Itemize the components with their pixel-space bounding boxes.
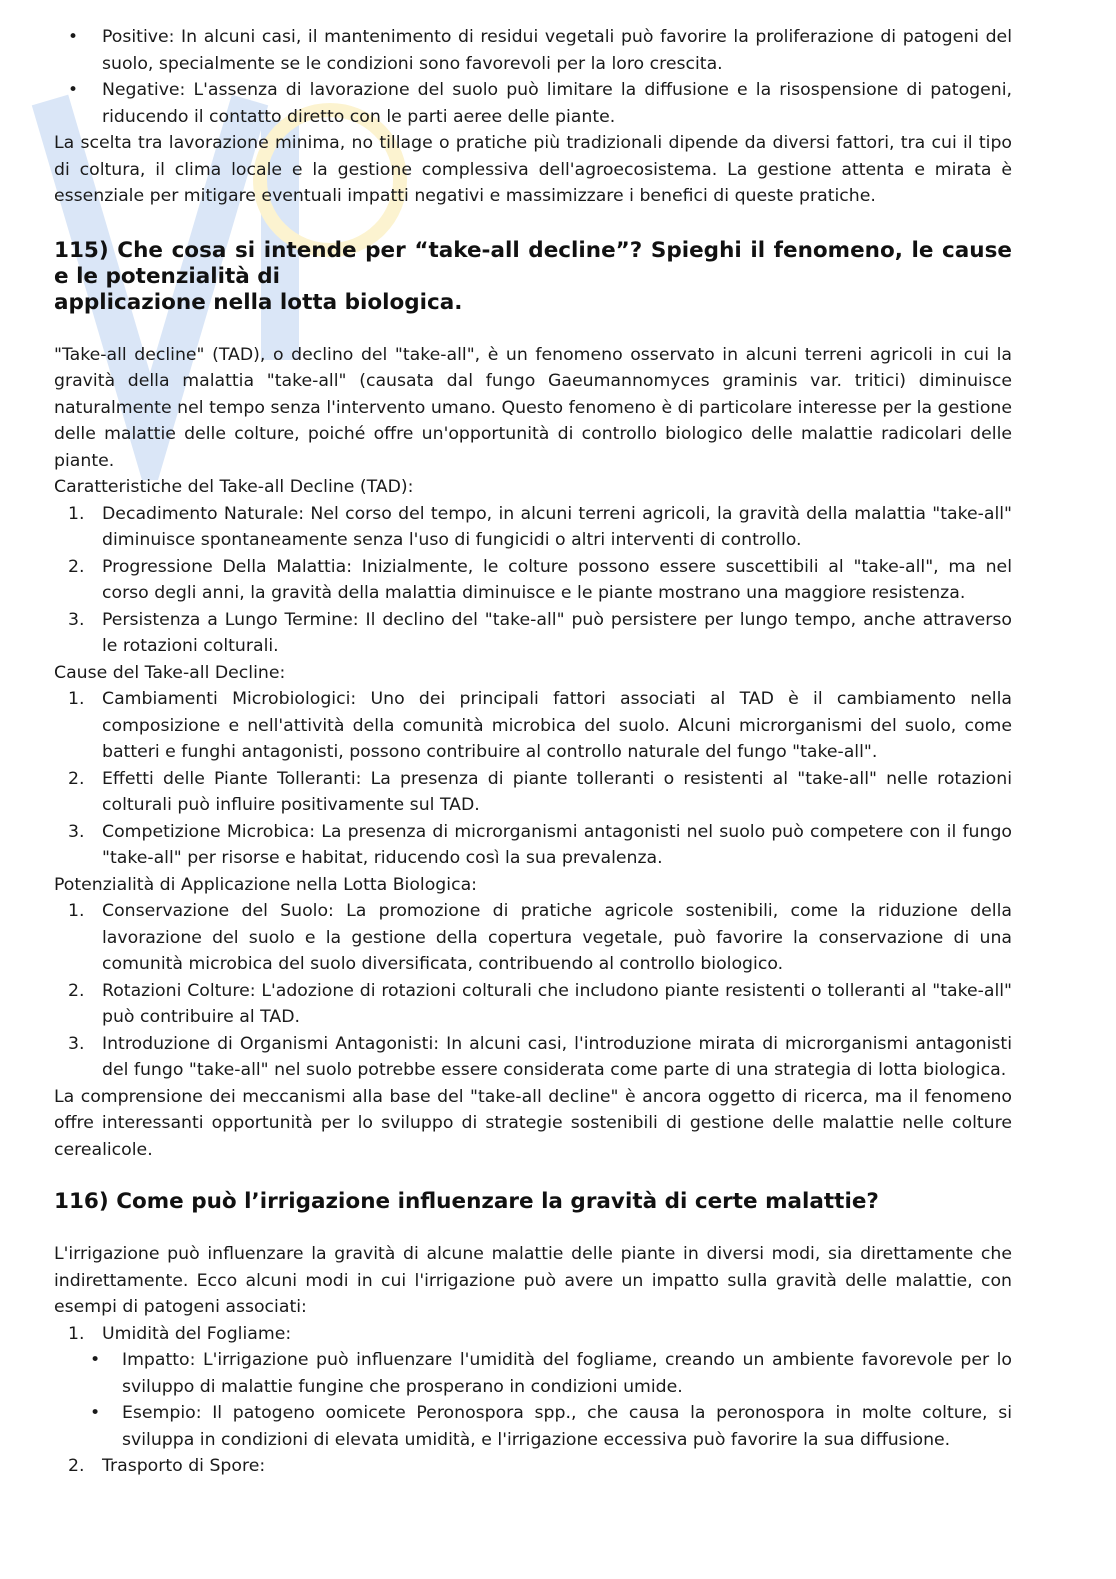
item-text: Rotazioni Colture: L'adozione di rotazioni colturali che includono piante resistenti o tolleranti al "take-all" può contribuire al TAD. [102, 980, 1012, 1027]
numbered-list [54, 686, 1012, 872]
item-text: Progressione Della Malattia: Inizialmente, le colture possono essere suscettibili al "take-all", ma nel corso degli anni, la gravità della malattia diminuisce e le piante mostrano una maggiore resistenza. [102, 556, 1012, 603]
list-item [54, 898, 1012, 978]
item-text: Persistenza a Lungo Termine: Il declino del "take-all" può persistere per lungo tempo, anche attraverso le rotazioni colturali. [102, 609, 1012, 656]
section-heading: Cause del Take-all Decline: [54, 662, 286, 683]
item-number: 3. [68, 821, 85, 842]
list-item [54, 1321, 1012, 1348]
q116-numbered-list [54, 1321, 1012, 1348]
list-item [54, 819, 1012, 872]
item-number: 1. [68, 1323, 85, 1344]
item-text: Decadimento Naturale: Nel corso del tempo, in alcuni terreni agricoli, la gravità della malattia "take-all" diminuisce spontaneamente senza l'uso di fungicidi o altri interventi di controllo. [102, 503, 1012, 550]
intro-paragraph: La scelta tra lavorazione minima, no tillage o pratiche più tradizionali dipende da diversi fattori, tra cui il tipo di coltura, il clima locale e la gestione complessiva dell'agroecosistema. La gestione attenta e mirata è essenziale per mitigare eventuali impatti negativi e massimizzare i benefici di queste pratiche. [54, 133, 1012, 206]
item-text: Introduzione di Organismi Antagonisti: In alcuni casi, l'introduzione mirata di microrganismi antagonisti del fungo "take-all" nel suolo potrebbe essere considerata come parte di una strategia di lotta biologica. [102, 1033, 1012, 1080]
q115-conclusion: La comprensione dei meccanismi alla base del "take-all decline" è ancora oggetto di ricerca, ma il fenomeno offre interessanti opportunità per lo sviluppo di strategie sostenibili di gestione delle malattie nelle colture cerealicole. [54, 1086, 1012, 1160]
q116-heading: 116) Come può l’irrigazione influenzare la gravità di certe malattie? [54, 1189, 879, 1214]
item-label: Umidità del Fogliame: [102, 1323, 292, 1344]
item-text: Competizione Microbica: La presenza di microrganismi antagonisti nel suolo può competere con il fungo "take-all" per risorse e habitat, riducendo così la sua prevalenza. [102, 821, 1012, 868]
list-item [54, 686, 1012, 766]
item-label: Trasporto di Spore: [102, 1456, 266, 1476]
q115-heading [54, 238, 1012, 316]
q115-intro: "Take-all decline" (TAD), o declino del "take-all", è un fenomeno osservato in alcuni terreni agricoli in cui la gravità della malattia "take-all" (causata dal fungo Gaeumannomyces graminis var. tritici) diminuisce naturalmente nel tempo senza l'intervento umano. Questo fenomeno è di particolare interesse per la gestione delle malattie delle colture, poiché offre un'opportunità di controllo biologico delle malattie radicolari delle piante. [54, 344, 1012, 471]
list-item [54, 1031, 1012, 1084]
section-heading: Caratteristiche del Take-all Decline (TAD): [54, 477, 414, 497]
item-number: 3. [68, 1033, 85, 1054]
item-number: 2. [68, 556, 85, 577]
list-item [54, 1453, 1012, 1480]
item-number: 2. [68, 980, 85, 1001]
item-number: 1. [68, 689, 85, 709]
sub-bullet-item: • Impatto: L'irrigazione può influenzare l'umidità del fogliame, creando un ambiente favorevole per lo sviluppo di malattie fungine che prosperano in condizioni umide. [54, 1347, 1012, 1400]
q116-intro: L'irrigazione può influenzare la gravità di alcune malattie delle piante in diversi modi, sia direttamente che indirettamente. Ecco alcuni modi in cui l'irrigazione può avere un impatto sulla gravità delle malattie, con esempi di patogeni associati: [54, 1244, 1012, 1317]
section-heading: Potenzialità di Applicazione nella Lotta Biologica: [54, 874, 477, 895]
list-item [54, 501, 1012, 554]
q116-numbered-list-cont [54, 1453, 1012, 1480]
list-item [54, 766, 1012, 819]
sub-bullet-list [54, 1347, 1012, 1453]
intro-bullet-positive: • Positive: In alcuni casi, il mantenimento di residui vegetali può favorire la proliferazione di patogeni del suolo, specialmente se le condizioni sono favorevoli per la loro crescita. [54, 24, 1012, 77]
list-item [54, 978, 1012, 1031]
document-page [54, 24, 1012, 1480]
item-number: 3. [68, 609, 85, 630]
numbered-list [54, 501, 1012, 660]
item-number: 2. [68, 1456, 85, 1476]
item-number: 2. [68, 768, 85, 789]
intro-bullet-list [54, 24, 1012, 130]
intro-bullet-negative: • Negative: L'assenza di lavorazione del suolo può limitare la diffusione e la risospensione di patogeni, riducendo il contatto diretto con le parti aeree delle piante. [54, 77, 1012, 130]
list-item [54, 554, 1012, 607]
item-number: 1. [68, 503, 85, 524]
item-text: Conservazione del Suolo: La promozione di pratiche agricole sostenibili, come la riduzione della lavorazione del suolo e la gestione della copertura vegetale, può favorire la conservazione di una comunità microbica del suolo diversificata, contribuendo al controllo biologico. [102, 901, 1012, 974]
list-item [54, 607, 1012, 660]
item-text: Effetti delle Piante Tolleranti: La presenza di piante tolleranti o resistenti al "take-all" nelle rotazioni colturali può influire positivamente sul TAD. [102, 768, 1012, 815]
q115-heading-line1: 115) Che cosa si intende per “take-all decline”? Spieghi il fenomeno, le cause e le potenzialità di [54, 237, 1012, 289]
q115-heading-line2: applicazione nella lotta biologica. [54, 289, 463, 315]
numbered-list [54, 898, 1012, 1084]
item-text: Cambiamenti Microbiologici: Uno dei principali fattori associati al TAD è il cambiamento nella composizione e nell'attività della comunità microbica del suolo. Alcuni microrganismi del suolo, come batteri e funghi antagonisti, possono contribuire al controllo naturale del fungo "take-all". [102, 689, 1012, 762]
sub-bullet-item: • Esempio: Il patogeno oomicete Peronospora spp., che causa la peronospora in molte colture, si sviluppa in condizioni di elevata umidità, e l'irrigazione eccessiva può favorire la sua diffusione. [54, 1400, 1012, 1453]
item-number: 1. [68, 901, 85, 921]
